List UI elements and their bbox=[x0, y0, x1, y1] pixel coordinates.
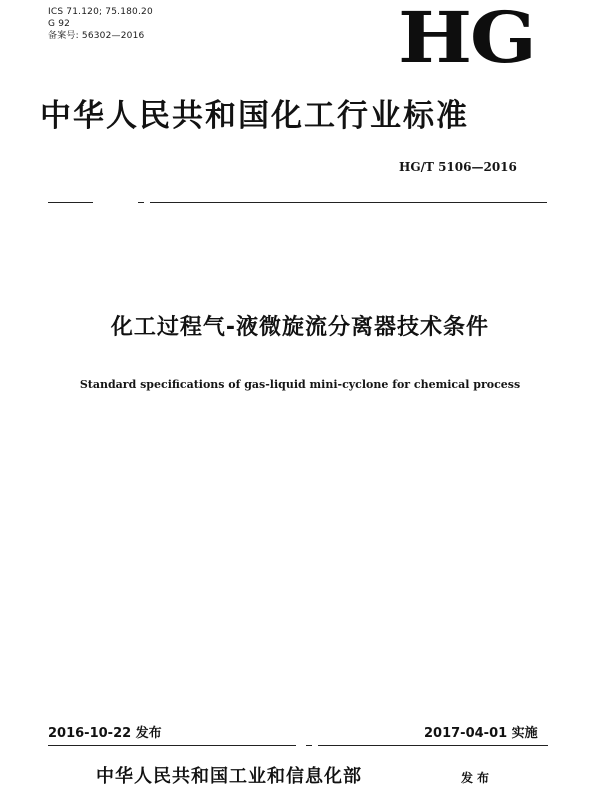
standard-number: HG/T 5106—2016 bbox=[399, 160, 517, 174]
hg-logo: HG bbox=[398, 0, 535, 79]
footer-divider bbox=[318, 745, 548, 746]
footer-divider bbox=[306, 745, 312, 746]
ics-code: ICS 71.120; 75.180.20 bbox=[48, 7, 153, 17]
header-divider bbox=[48, 202, 93, 203]
header-divider bbox=[150, 202, 547, 203]
issuing-authority: 中华人民共和国工业和信息化部 bbox=[96, 766, 362, 787]
issue-word: 发布 bbox=[461, 771, 494, 785]
record-number: 备案号: 56302—2016 bbox=[48, 31, 145, 41]
classification-code: G 92 bbox=[48, 19, 71, 29]
footer-divider bbox=[48, 745, 296, 746]
document-title-chinese: 化工过程气-液微旋流分离器技术条件 bbox=[110, 315, 490, 340]
issue-date: 2016-10-22 发布 bbox=[48, 726, 162, 741]
industry-standard-title: 中华人民共和国化工行业标准 bbox=[40, 98, 469, 134]
document-title-english: Standard specifications of gas-liquid mini-cyclone for chemical process bbox=[79, 378, 521, 391]
header-divider bbox=[138, 202, 144, 203]
implementation-date: 2017-04-01 实施 bbox=[424, 726, 538, 741]
